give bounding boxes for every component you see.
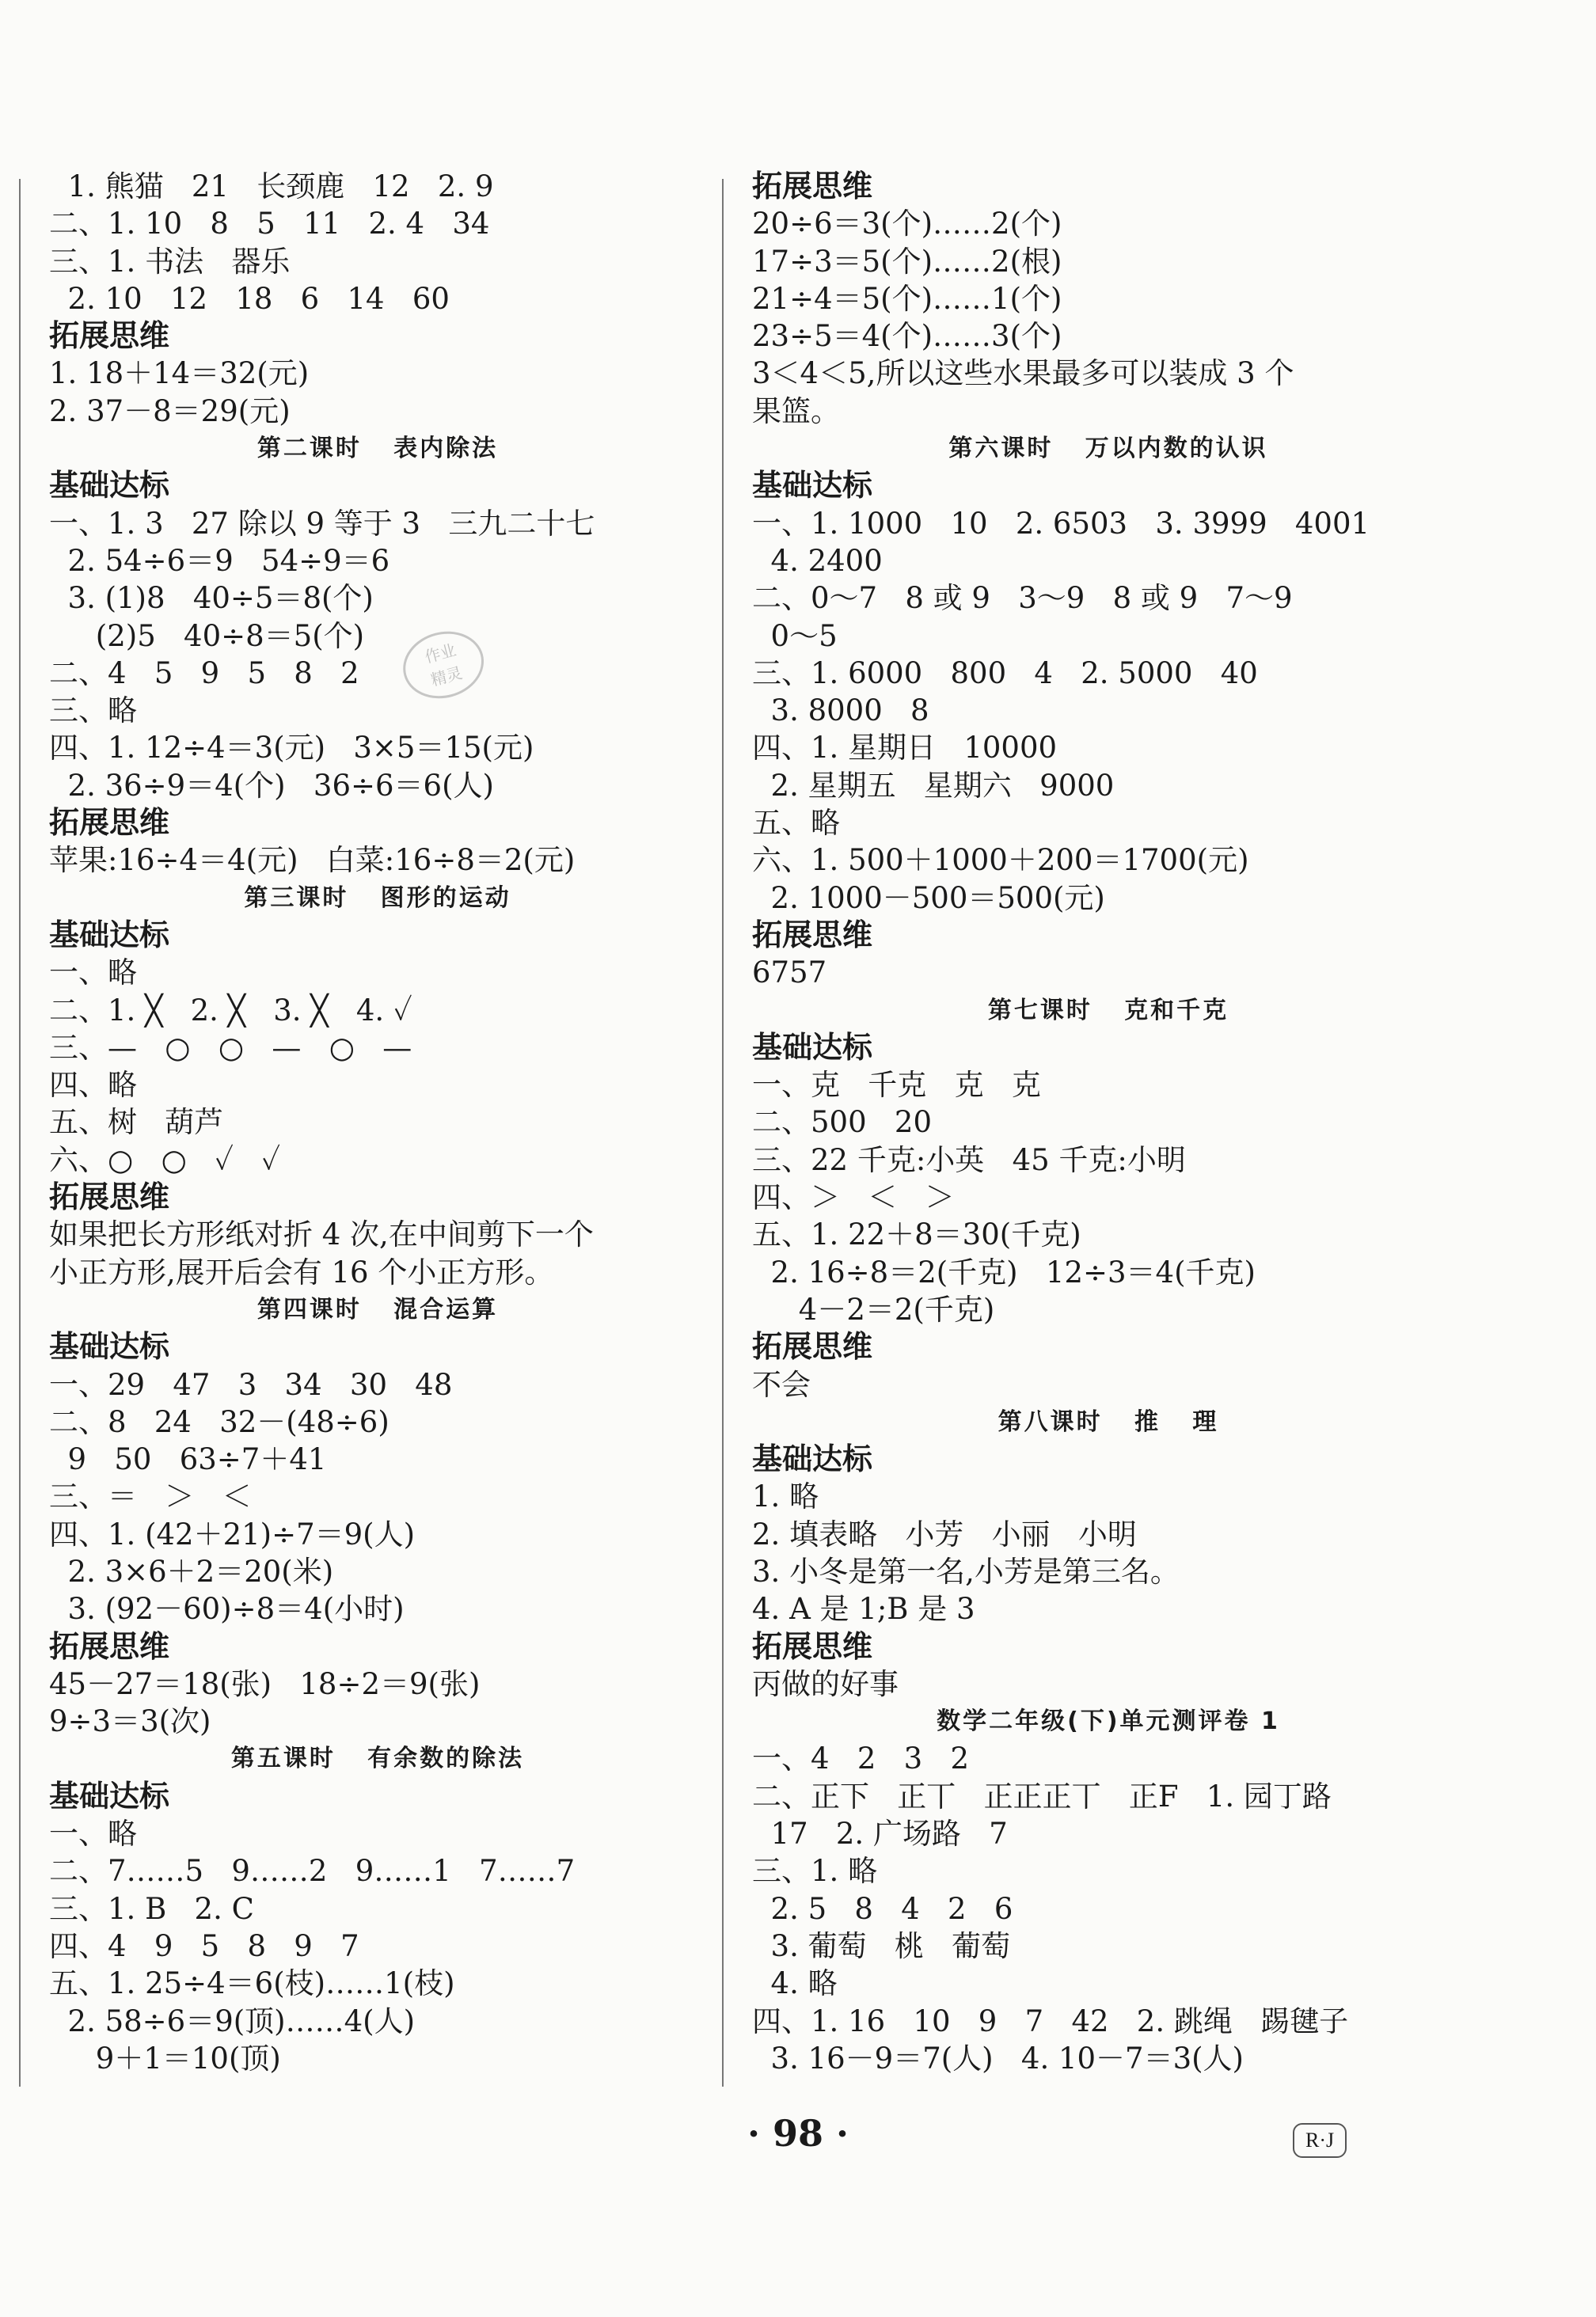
edition-tag: R·J bbox=[1293, 2123, 1347, 2158]
answer-line: 9＋1＝10(顶) bbox=[49, 2041, 281, 2076]
answer-line: 三、1. 6000 800 4 2. 5000 40 bbox=[752, 655, 1258, 690]
lesson-title: 第七课时 克和千克 bbox=[987, 996, 1229, 1024]
answer-line: 4－2＝2(千克) bbox=[752, 1292, 995, 1327]
left-margin-rule bbox=[19, 179, 21, 2087]
answer-line: 四、略 bbox=[49, 1068, 137, 1103]
answer-line: 三、1. B 2. C bbox=[49, 1891, 254, 1926]
answer-line: 3. 葡萄 桃 葡萄 bbox=[752, 1928, 1011, 1963]
answer-line: 2. 36÷9＝4(个) 36÷6＝6(人) bbox=[49, 768, 494, 803]
section-heading: 基础达标 bbox=[49, 1329, 170, 1365]
answer-line: 五、1. 25÷4＝6(枝)……1(枝) bbox=[49, 1966, 455, 2001]
section-heading: 拓展思维 bbox=[49, 318, 170, 354]
answer-line: 三、＝ ＞ ＜ bbox=[49, 1479, 252, 1514]
answer-line: 不会 bbox=[752, 1367, 811, 1402]
answer-line: 45－27＝18(张) 18÷2＝9(张) bbox=[49, 1666, 481, 1701]
answer-line: 三、22 千克:小英 45 千克:小明 bbox=[752, 1142, 1186, 1177]
answer-line: 果篮。 bbox=[752, 393, 840, 428]
lesson-title: 第八课时 推 理 bbox=[998, 1407, 1219, 1436]
answer-line: 3＜4＜5,所以这些水果最多可以装成 3 个 bbox=[752, 356, 1294, 391]
answer-line: 二、500 20 bbox=[752, 1105, 932, 1140]
answer-line: 四、4 9 5 8 9 7 bbox=[49, 1928, 359, 1963]
answer-line: 一、略 bbox=[49, 955, 137, 990]
section-heading: 基础达标 bbox=[752, 1029, 873, 1065]
answer-line: 2. 填表略 小芳 小丽 小明 bbox=[752, 1517, 1137, 1552]
lesson-title: 第六课时 万以内数的认识 bbox=[948, 435, 1268, 463]
answer-line: 6757 bbox=[752, 955, 827, 990]
answer-line: 六、○ ○ ✓ ✓ bbox=[49, 1142, 281, 1177]
answer-line: 9÷3＝3(次) bbox=[49, 1704, 211, 1739]
answer-line: 一、1. 3 27 除以 9 等于 3 三九二十七 bbox=[49, 506, 595, 541]
page-number-value: 98 bbox=[772, 2112, 823, 2155]
lesson-title: 第二课时 表内除法 bbox=[256, 435, 499, 463]
answer-line: 二、0～7 8 或 9 3～9 8 或 9 7～9 bbox=[752, 581, 1293, 616]
answer-line: 二、1. ╳ 2. ╳ 3. ╳ 4. ✓ bbox=[49, 993, 412, 1027]
answer-line: 如果把长方形纸对折 4 次,在中间剪下一个 bbox=[49, 1217, 594, 1252]
answer-line: 4. 2400 bbox=[752, 543, 883, 578]
section-heading: 基础达标 bbox=[49, 468, 170, 503]
answer-line: 六、1. 500＋1000＋200＝1700(元) bbox=[752, 843, 1249, 878]
answer-line: 三、1. 书法 器乐 bbox=[49, 244, 291, 279]
answer-line: (2)5 40÷8＝5(个) bbox=[49, 618, 365, 653]
answer-line: 2. 54÷6＝9 54÷9＝6 bbox=[49, 543, 390, 578]
answer-line: 2. 16÷8＝2(千克) 12÷3＝4(千克) bbox=[752, 1255, 1256, 1290]
answer-line: 4. 略 bbox=[752, 1966, 838, 2001]
answer-line: 二、4 5 9 5 8 2 bbox=[49, 655, 359, 690]
section-heading: 拓展思维 bbox=[752, 917, 873, 952]
section-heading: 拓展思维 bbox=[752, 1628, 873, 1664]
answer-line: 17 2. 广场路 7 bbox=[752, 1817, 1008, 1852]
stamp-line-1: 作业 bbox=[422, 640, 458, 667]
lesson-title: 数学二年级(下)单元测评卷 1 bbox=[937, 1707, 1280, 1736]
answer-line: 2. 3×6＋2＝20(米) bbox=[49, 1554, 334, 1589]
section-heading: 拓展思维 bbox=[752, 1329, 873, 1365]
answer-line: 丙做的好事 bbox=[752, 1666, 899, 1701]
answer-line: 四、1. 12÷4＝3(元) 3×5＝15(元) bbox=[49, 731, 534, 765]
answer-line: 四、1. 16 10 9 7 42 2. 跳绳 踢毽子 bbox=[752, 2004, 1349, 2038]
section-heading: 拓展思维 bbox=[49, 1179, 170, 1215]
answer-line: 2. 1000－500＝500(元) bbox=[752, 880, 1105, 915]
answer-line: 四、＞ ＜ ＞ bbox=[752, 1180, 955, 1215]
answer-line: 2. 5 8 4 2 6 bbox=[752, 1891, 1013, 1926]
answer-line: 三、1. 略 bbox=[752, 1854, 878, 1889]
answer-line: 五、1. 22＋8＝30(千克) bbox=[752, 1217, 1081, 1252]
answer-line: 1. 18＋14＝32(元) bbox=[49, 356, 310, 391]
answer-line: 五、树 葫芦 bbox=[49, 1105, 224, 1140]
answer-line: 9 50 63÷7＋41 bbox=[49, 1442, 327, 1477]
answer-line: 一、29 47 3 34 30 48 bbox=[49, 1367, 453, 1402]
lesson-title: 第五课时 有余数的除法 bbox=[230, 1745, 525, 1773]
answer-line: 一、略 bbox=[49, 1817, 137, 1852]
answer-line: 二、8 24 32－(48÷6) bbox=[49, 1404, 390, 1439]
answer-line: 17÷3＝5(个)……2(根) bbox=[752, 244, 1062, 279]
answer-line: 2. 10 12 18 6 14 60 bbox=[49, 281, 450, 316]
answer-line: 三、略 bbox=[49, 693, 137, 728]
answer-line: 2. 星期五 星期六 9000 bbox=[752, 768, 1115, 803]
answer-line: 二、1. 10 8 5 11 2. 4 34 bbox=[49, 207, 490, 241]
answer-line: 2. 58÷6＝9(顶)……4(人) bbox=[49, 2004, 416, 2038]
section-heading: 基础达标 bbox=[752, 1441, 873, 1477]
answer-line: 2. 37－8＝29(元) bbox=[49, 393, 291, 428]
answer-line: 0～5 bbox=[752, 618, 838, 653]
answer-line: 一、4 2 3 2 bbox=[752, 1742, 970, 1776]
answer-line: 3. (92－60)÷8＝4(小时) bbox=[49, 1592, 405, 1627]
answer-line: 3. (1)8 40÷5＝8(个) bbox=[49, 581, 374, 616]
answer-line: 三、— ○ ○ — ○ — bbox=[49, 1030, 412, 1065]
section-heading: 拓展思维 bbox=[49, 805, 170, 841]
right-column bbox=[752, 168, 1465, 2077]
answer-line: 20÷6＝3(个)……2(个) bbox=[752, 207, 1062, 241]
answer-line: 一、克 千克 克 克 bbox=[752, 1068, 1041, 1103]
column-divider bbox=[722, 179, 724, 2087]
section-heading: 基础达标 bbox=[49, 1778, 170, 1814]
answer-line: 四、1. (42＋21)÷7＝9(人) bbox=[49, 1517, 416, 1552]
answer-line: 四、1. 星期日 10000 bbox=[752, 731, 1058, 765]
answer-line: 小正方形,展开后会有 16 个小正方形。 bbox=[49, 1255, 554, 1290]
answer-line: 1. 熊猫 21 长颈鹿 12 2. 9 bbox=[49, 169, 494, 203]
answer-line: 3. 小冬是第一名,小芳是第三名。 bbox=[752, 1554, 1180, 1589]
left-column bbox=[49, 168, 706, 2077]
answer-line: 一、1. 1000 10 2. 6503 3. 3999 4001 bbox=[752, 506, 1370, 541]
answer-line: 4. A 是 1;B 是 3 bbox=[752, 1592, 975, 1627]
stamp-line-2: 精灵 bbox=[428, 663, 465, 690]
answer-line: 二、正下 正丅 正正正丅 正F 1. 园丁路 bbox=[752, 1779, 1332, 1814]
section-heading: 基础达标 bbox=[752, 468, 873, 503]
page-number: · 98 · bbox=[747, 2112, 849, 2155]
answer-line: 3. 8000 8 bbox=[752, 693, 929, 728]
lesson-title: 第三课时 图形的运动 bbox=[244, 883, 511, 912]
section-heading: 基础达标 bbox=[49, 917, 170, 952]
answer-line: 21÷4＝5(个)……1(个) bbox=[752, 281, 1062, 316]
answer-line: 1. 略 bbox=[752, 1479, 819, 1514]
lesson-title: 第四课时 混合运算 bbox=[256, 1295, 499, 1324]
section-heading: 拓展思维 bbox=[49, 1628, 170, 1664]
answer-line: 3. 16－9＝7(人) 4. 10－7＝3(人) bbox=[752, 2041, 1244, 2076]
answer-line: 五、略 bbox=[752, 806, 840, 841]
section-heading: 拓展思维 bbox=[752, 169, 873, 203]
answer-line: 23÷5＝4(个)……3(个) bbox=[752, 319, 1062, 354]
answer-line: 二、7……5 9……2 9……1 7……7 bbox=[49, 1854, 576, 1889]
answer-line: 苹果:16÷4＝4(元) 白菜:16÷8＝2(元) bbox=[49, 843, 576, 878]
